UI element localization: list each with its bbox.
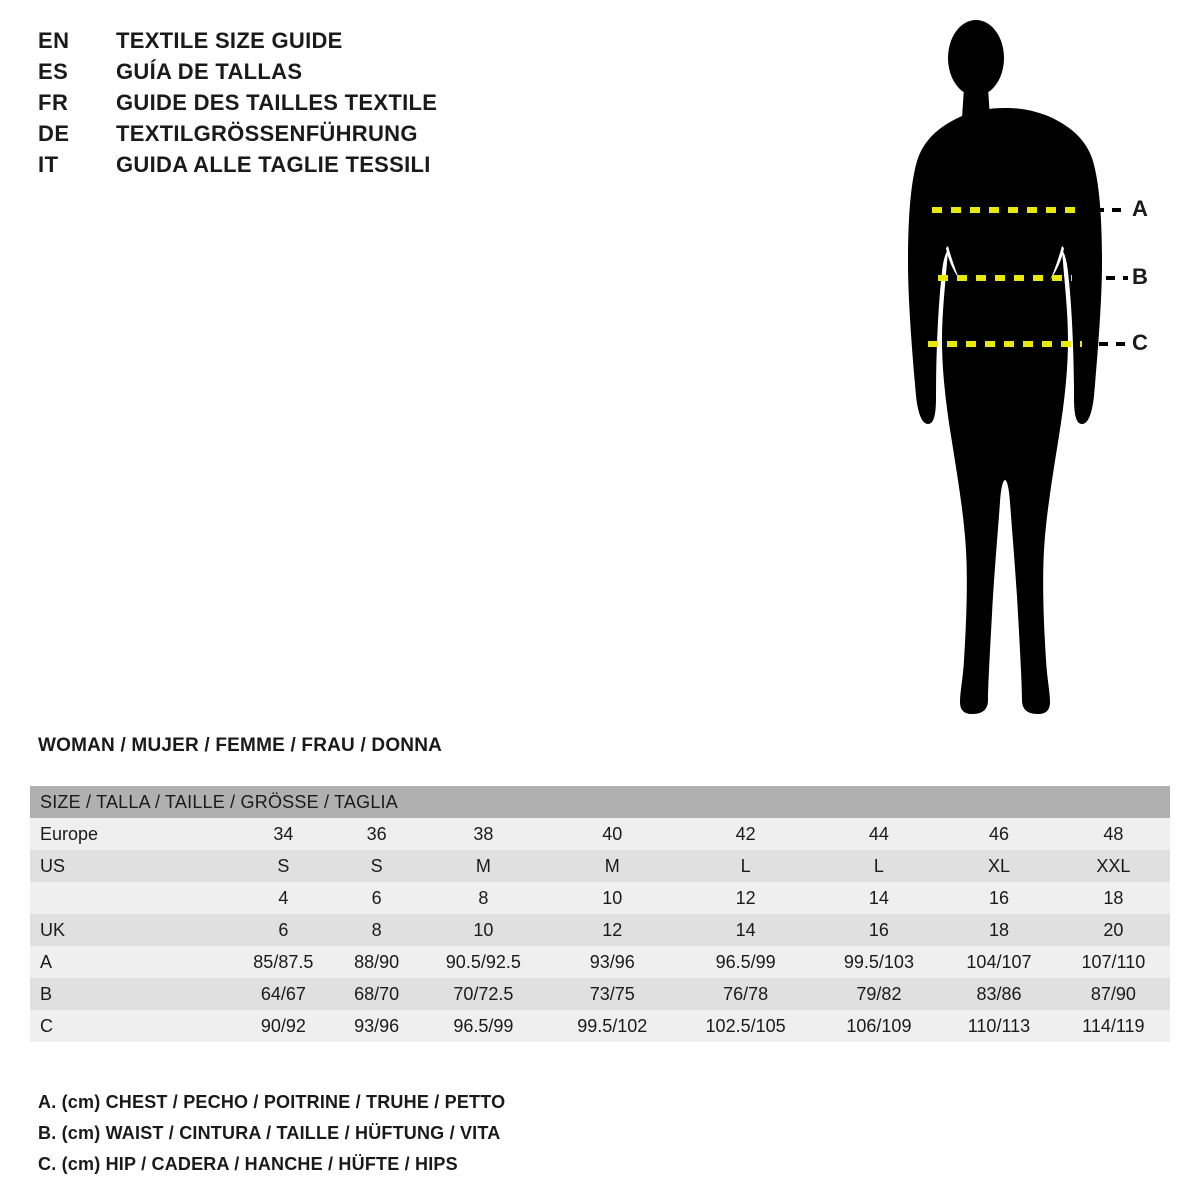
measure-label-c: C [1132,330,1148,355]
cell-a-1: 88/90 [354,951,400,972]
table-row [30,914,1170,946]
cell-us-2: M [475,855,491,876]
cell-c-5: 106/109 [846,1015,912,1036]
cell-b-1: 68/70 [354,983,400,1004]
row-label-us: US [40,855,66,876]
table-row [30,1010,1170,1042]
cell-b-3: 73/75 [589,983,635,1004]
legend-line-c: C. (cm) HIP / CADERA / HANCHE / HÜFTE / HIPS [38,1154,458,1174]
cell-usnum-1: 6 [371,887,382,908]
cell-b-5: 79/82 [856,983,902,1004]
cell-europe-7: 48 [1103,823,1124,844]
cell-c-0: 90/92 [260,1015,306,1036]
measure-label-b: B [1132,264,1148,289]
row-label-c: C [40,1015,53,1036]
cell-a-5: 99.5/103 [843,951,914,972]
title-text-es: GUÍA DE TALLAS [116,59,303,84]
cell-europe-0: 34 [273,823,294,844]
table-row [30,946,1170,978]
cell-uk-4: 14 [735,919,756,940]
table-row [30,850,1170,882]
title-text-fr: GUIDE DES TAILLES TEXTILE [116,90,438,115]
cell-uk-1: 8 [371,919,382,940]
cell-usnum-5: 14 [868,887,889,908]
cell-uk-6: 18 [988,919,1009,940]
title-lang-de: DE [38,121,70,146]
legend-line-a: A. (cm) CHEST / PECHO / POITRINE / TRUHE / PETTO [38,1092,506,1112]
cell-us-4: L [740,855,751,876]
size-table [30,786,1170,1042]
title-lang-it: IT [38,152,59,177]
cell-usnum-4: 12 [735,887,756,908]
cell-usnum-2: 8 [478,887,489,908]
table-row [30,978,1170,1010]
female-silhouette-icon [860,10,1190,740]
cell-usnum-0: 4 [278,887,289,908]
row-label-a: A [40,951,53,972]
cell-us-6: XL [987,855,1010,876]
measurement-legend [38,1092,738,1185]
cell-uk-2: 10 [473,919,494,940]
cell-us-5: L [873,855,884,876]
title-lang-fr: FR [38,90,69,115]
cell-c-3: 99.5/102 [577,1015,648,1036]
title-row-fr [38,90,658,121]
title-row-de [38,121,658,152]
cell-a-4: 96.5/99 [715,951,776,972]
cell-c-7: 114/119 [1082,1015,1145,1036]
title-block [38,28,658,183]
cell-us-7: XXL [1096,855,1131,876]
cell-uk-5: 16 [868,919,889,940]
title-row-it [38,152,658,183]
cell-b-2: 70/72.5 [453,983,514,1004]
measure-label-a: A [1132,196,1148,221]
body-figure-area [860,10,1190,740]
row-label-us-numeric [30,882,230,914]
cell-b-7: 87/90 [1090,983,1136,1004]
cell-uk-3: 12 [602,919,623,940]
title-text-de: TEXTILGRÖSSENFÜHRUNG [116,121,418,146]
cell-europe-5: 44 [868,823,889,844]
table-section-heading: WOMAN / MUJER / FEMME / FRAU / DONNA [38,735,443,756]
cell-us-0: S [277,855,290,876]
cell-a-6: 104/107 [966,951,1032,972]
cell-usnum-7: 18 [1103,887,1124,908]
cell-usnum-6: 16 [988,887,1009,908]
cell-c-6: 110/113 [967,1015,1031,1036]
row-label-b: B [40,983,53,1004]
cell-c-2: 96.5/99 [453,1015,514,1036]
cell-a-3: 93/96 [589,951,635,972]
cell-europe-6: 46 [988,823,1009,844]
cell-europe-2: 38 [473,823,494,844]
title-text-en: TEXTILE SIZE GUIDE [116,28,343,53]
cell-c-4: 102.5/105 [705,1015,786,1036]
cell-b-4: 76/78 [723,983,769,1004]
cell-a-0: 85/87.5 [253,951,314,972]
table-header-row [30,786,1170,818]
cell-us-3: M [604,855,620,876]
table-header-label: SIZE / TALLA / TAILLE / GRÖSSE / TAGLIA [40,791,398,812]
cell-a-2: 90.5/92.5 [445,951,521,972]
cell-uk-7: 20 [1103,919,1124,940]
title-text-it: GUIDA ALLE TAGLIE TESSILI [116,152,431,177]
title-lang-en: EN [38,28,70,53]
cell-us-1: S [370,855,383,876]
cell-europe-3: 40 [602,823,623,844]
table-row [30,818,1170,850]
cell-a-7: 107/110 [1081,951,1146,972]
cell-uk-0: 6 [278,919,289,940]
table-row [30,882,1170,914]
cell-b-0: 64/67 [260,983,306,1004]
title-row-es [38,59,658,90]
cell-europe-4: 42 [735,823,756,844]
cell-europe-1: 36 [366,823,387,844]
cell-c-1: 93/96 [354,1015,400,1036]
cell-usnum-3: 10 [602,887,623,908]
row-label-europe: Europe [40,823,99,844]
row-label-uk: UK [40,919,66,940]
title-row-en [38,28,658,59]
title-lang-es: ES [38,59,69,84]
legend-line-b: B. (cm) WAIST / CINTURA / TAILLE / HÜFTUNG / VITA [38,1123,501,1143]
cell-b-6: 83/86 [976,983,1022,1004]
